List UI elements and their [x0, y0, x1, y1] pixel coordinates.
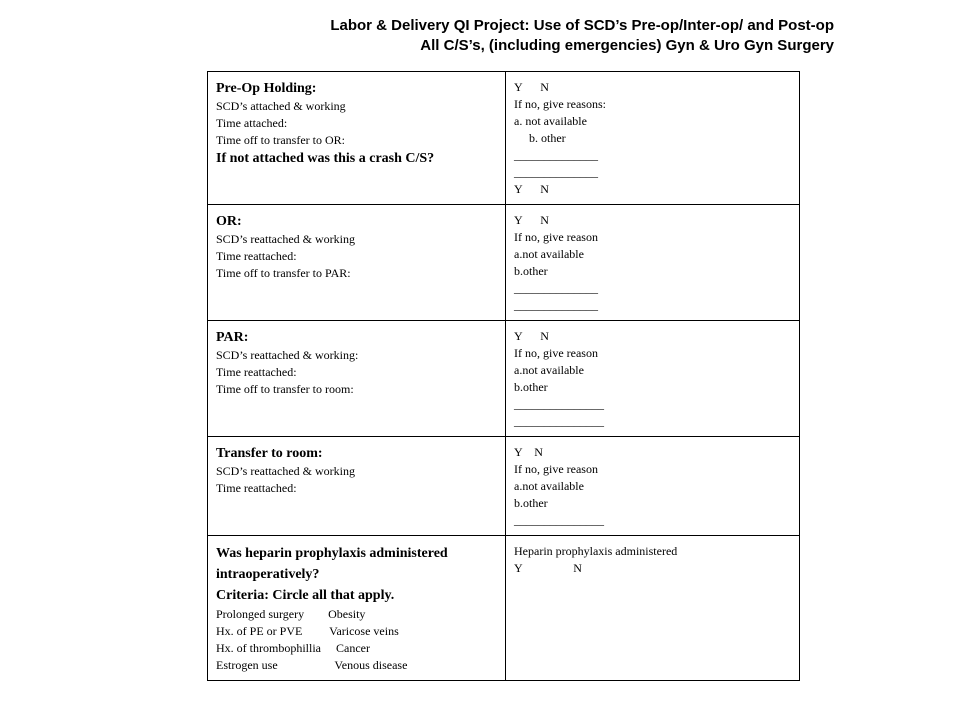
blank-line[interactable]: _______________	[514, 513, 604, 527]
pre-op-holding-cell	[208, 72, 506, 205]
field-label: SCD’s reattached & working	[216, 464, 355, 478]
reason-option-a[interactable]: a. not available	[514, 114, 587, 128]
yes-no-option[interactable]: Y N	[514, 80, 549, 94]
yes-no-option[interactable]: Y N	[514, 561, 582, 575]
field-label: Time off to transfer to OR:	[216, 133, 345, 147]
section-heading: Pre-Op Holding:	[216, 81, 317, 96]
section-heading: Transfer to room:	[216, 446, 323, 461]
transfer-cell	[208, 437, 506, 536]
reason-option-b[interactable]: b.other	[514, 264, 548, 278]
reason-prompt: If no, give reason	[514, 346, 598, 360]
title-line-1: Labor & Delivery QI Project: Use of SCD’s Pre-op/Inter-op/ and Post-op	[330, 17, 834, 34]
blank-line[interactable]: ______________	[514, 298, 598, 312]
heparin-cell	[208, 536, 506, 681]
field-label: SCD’s reattached & working:	[216, 348, 359, 362]
blank-line[interactable]: ______________	[514, 281, 598, 295]
criteria-option[interactable]: Hx. of thrombophillia Cancer	[216, 641, 370, 655]
reason-option-a[interactable]: a.not available	[514, 247, 584, 261]
par-cell	[208, 321, 506, 437]
section-heading: PAR:	[216, 330, 249, 345]
or-answer-cell	[506, 205, 800, 321]
yes-no-option[interactable]: Y N	[514, 329, 549, 343]
field-label: Time reattached:	[216, 481, 297, 495]
reason-prompt: If no, give reason	[514, 462, 598, 476]
field-label: SCD’s attached & working	[216, 99, 346, 113]
criteria-heading: Criteria: Circle all that apply.	[216, 588, 395, 603]
section-heading: OR:	[216, 214, 242, 229]
row-or	[208, 205, 800, 321]
field-label: Time reattached:	[216, 249, 297, 263]
yes-no-option[interactable]: Y N	[514, 213, 549, 227]
blank-line[interactable]: ______________	[514, 148, 598, 162]
field-label: SCD’s reattached & working	[216, 232, 355, 246]
field-label: Time attached:	[216, 116, 288, 130]
reason-prompt: If no, give reason	[514, 230, 598, 244]
reason-option-b[interactable]: b.other	[514, 380, 548, 394]
reason-option-b[interactable]: b. other	[514, 131, 566, 145]
field-label: Time off to transfer to room:	[216, 382, 354, 396]
criteria-option[interactable]: Hx. of PE or PVE Varicose veins	[216, 624, 399, 638]
heparin-question: intraoperatively?	[216, 567, 320, 582]
reason-option-b[interactable]: b.other	[514, 496, 548, 510]
reason-option-a[interactable]: a.not available	[514, 479, 584, 493]
row-heparin	[208, 536, 800, 681]
crash-cs-question: If not attached was this a crash C/S?	[216, 151, 435, 166]
row-transfer-to-room	[208, 437, 800, 536]
pre-op-holding-answer-cell	[506, 72, 800, 205]
row-par	[208, 321, 800, 437]
field-label: Time reattached:	[216, 365, 297, 379]
criteria-option[interactable]: Prolonged surgery Obesity	[216, 607, 366, 621]
blank-line[interactable]: ______________	[514, 165, 598, 179]
blank-line[interactable]: _______________	[514, 397, 604, 411]
reason-option-a[interactable]: a.not available	[514, 363, 584, 377]
heparin-label: Heparin prophylaxis administered	[514, 544, 678, 558]
yes-no-option[interactable]: Y N	[514, 445, 543, 459]
transfer-answer-cell	[506, 437, 800, 536]
reason-prompt: If no, give reasons:	[514, 97, 606, 111]
row-pre-op-holding	[208, 72, 800, 205]
page-title	[330, 16, 834, 56]
heparin-answer-cell	[506, 536, 800, 681]
blank-line[interactable]: _______________	[514, 414, 604, 428]
yes-no-option[interactable]: Y N	[514, 182, 549, 196]
criteria-option[interactable]: Estrogen use Venous disease	[216, 658, 408, 672]
par-answer-cell	[506, 321, 800, 437]
heparin-question: Was heparin prophylaxis administered	[216, 546, 448, 561]
qi-form-table	[207, 71, 800, 681]
or-cell	[208, 205, 506, 321]
field-label: Time off to transfer to PAR:	[216, 266, 351, 280]
title-line-2: All C/S’s, (including emergencies) Gyn & Uro Gyn Surgery	[420, 37, 834, 54]
